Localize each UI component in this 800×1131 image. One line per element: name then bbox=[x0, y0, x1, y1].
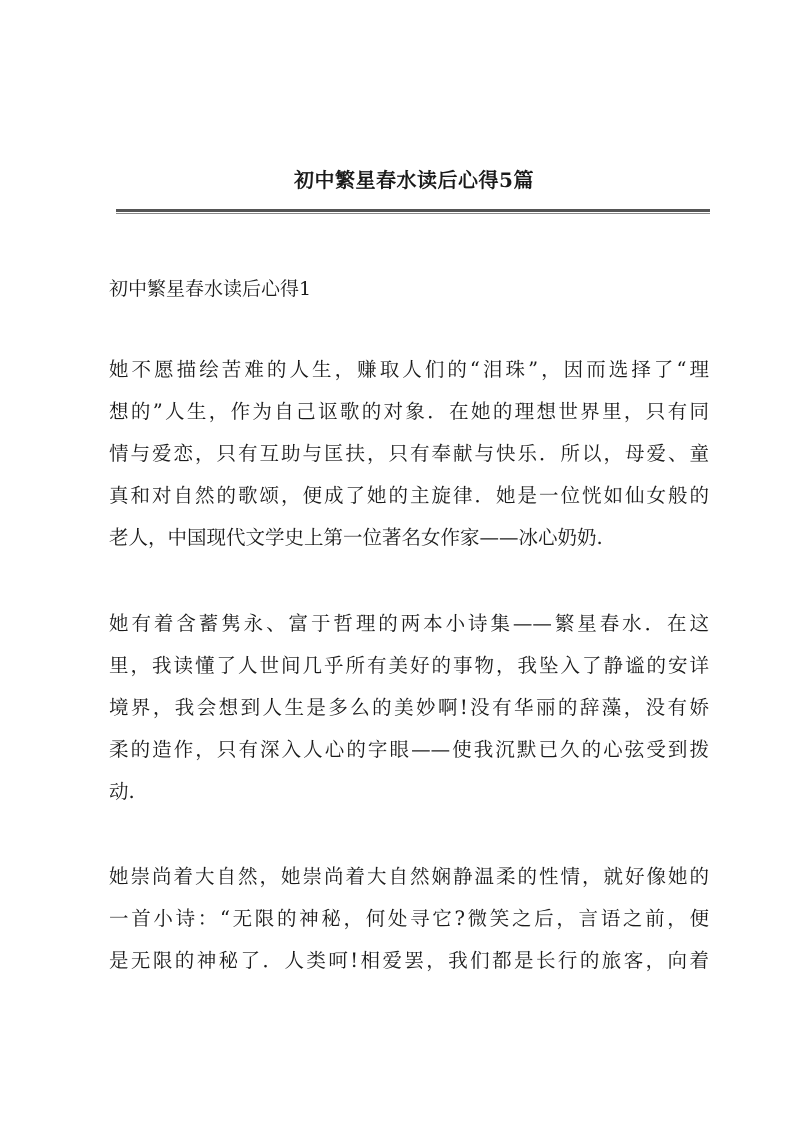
paragraph-line: 她不愿描绘苦难的人生，赚取人们的“泪珠”，因而选择了“理 bbox=[109, 358, 709, 381]
paragraph-line: 真和对自然的歌颂，便成了她的主旋律．她是一位恍如仙女般的 bbox=[109, 484, 709, 507]
paragraph-2 bbox=[109, 603, 719, 813]
paragraph-line: 动. bbox=[109, 780, 135, 803]
paragraph-line: 境界，我会想到人生是多么的美妙啊!没有华丽的辞藻，没有娇 bbox=[109, 696, 709, 719]
paragraph-line: 是无限的神秘了．人类呵!相爱罢，我们都是长行的旅客，向着 bbox=[109, 949, 709, 972]
title-divider bbox=[116, 209, 710, 212]
paragraph-line: 里，我读懂了人世间几乎所有美好的事物，我坠入了静谧的安详 bbox=[109, 654, 709, 677]
paragraph-line: 想的”人生，作为自己讴歌的对象．在她的理想世界里，只有同 bbox=[109, 400, 709, 423]
paragraph-line: 情与爱恋，只有互助与匡扶，只有奉献与快乐．所以，母爱、童 bbox=[109, 442, 709, 465]
paragraph-1 bbox=[109, 349, 719, 559]
paragraph-3 bbox=[109, 856, 719, 982]
paragraph-line: 她有着含蓄隽永、富于哲理的两本小诗集——繁星春水．在这 bbox=[109, 612, 709, 635]
section-heading: 初中繁星春水读后心得1 bbox=[109, 278, 312, 300]
document-title: 初中繁星春水读后心得5篇 bbox=[294, 168, 534, 192]
paragraph-line: 一首小诗：“无限的神秘，何处寻它?微笑之后，言语之前，便 bbox=[109, 907, 709, 930]
paragraph-line: 柔的造作，只有深入人心的字眼——使我沉默已久的心弦受到拨 bbox=[109, 738, 709, 761]
paragraph-line: 她崇尚着大自然，她崇尚着大自然娴静温柔的性情，就好像她的 bbox=[109, 865, 709, 888]
paragraph-line: 老人，中国现代文学史上第一位著名女作家——冰心奶奶. bbox=[109, 526, 603, 549]
